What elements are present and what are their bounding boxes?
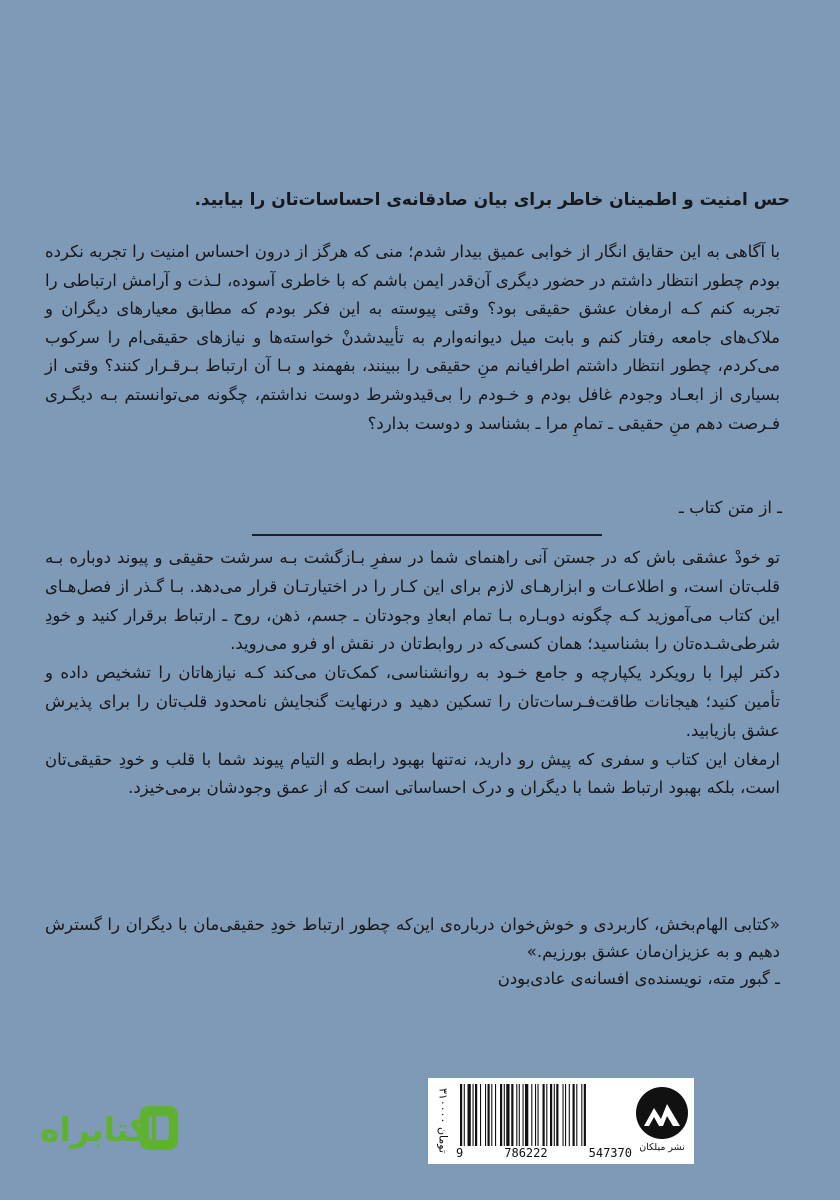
excerpt-text: با آگاهی به این حقایق انگار از خوابی عمیق بیدار شدم؛ منی که هرگز از درون احساس امنیت را تجربه نکرده بودم چطور انتظار داشتم در حضور دیگری آن‌قدر ایمن باشم که با خاطری آسوده، لـذت و آرامش ارتباطی را تجربه کنم کـه ارمغان عشق حقیقی بود؟ وقتی پیوسته به این فکر بودم که مطابق معیارهای دیگران و ملاک‌های جامعه رفتار کنم و بابت میل دیوانه‌وارم به تأییدشدنْ خواسته‌ها و نیازهای حقیقی‌ام را سرکوب می‌کردم، چطور انتظار داشتم اطرافیانم منِ حقیقی را ببینند، بفهمند و بـا آن ارتباط بـرقـرار کنند؟ وقتی از بسیاری از ابعـاد وجودم غافل بودم و خـودم را بی‌قیدوشرط دوست نداشتم، چگونه می‌توانستم بـه دیگـری فـرصت دهم منِ حقیقی ـ تمامِ مرا ـ بشناسد و دوست بدارد؟ [45,242,780,433]
tagline: حس امنیت و اطمینان خاطر برای بیان صادقانه‌ی احساسات‌تان را بیابید. [194,190,790,210]
isbn-prefix: 9 [456,1146,464,1160]
isbn-group-2: 547370 [588,1146,632,1160]
description-paragraph-3: ارمغان این کتاب و سفری که پیش رو دارید، نه‌تنها بهبود رابطه و التیام پیوند شما با قلب و خودِ حقیقی‌تان است، بلکه بهبود ارتباط شما با دیگران و درک احساساتی است که از عمق وجودشان برمی‌خیزد. [45,749,780,798]
barcode-icon [458,1084,628,1146]
divider [252,534,602,536]
mountain-logo-icon [635,1086,689,1140]
publisher-logo [634,1086,690,1160]
endorsement [45,911,780,992]
isbn-number [456,1146,632,1160]
book-excerpt [45,238,780,438]
description-paragraph-2: دکتر لپرا با رویکرد یکپارچه و جامع خـود به روانشناسی، کمک‌تان می‌کند کـه نیازهاتان را تشخیص داده و تأمین کنید؛ هیجانات طاقت‌فـرسات‌تان را تسکین دهید و درنهایت گنجایش نامحدود قلب‌تان را برای پذیرش عشق بازیابید. [45,663,780,740]
price-label: ۳۱۰۰۰۰ تومان [436,1088,450,1154]
isbn-group-1: 786222 [504,1146,548,1160]
excerpt-attribution: ـ از متن کتاب ـ [679,498,782,517]
endorsement-quote: «کتابی الهام‌بخش، کاربردی و خوش‌خوان درباره‌ی این‌که چطور ارتباط خودِ حقیقی‌مان با دیگران را گسترش دهیم و به عزیزان‌مان عشق بورزیم.» [45,915,780,961]
description-paragraph-1: تو خودْ عشقی باش که در جستن آنی راهنمای شما در سفرِ بـازگشت بـه سرشت حقیقی و پیوند دوباره بـه قلب‌تان است، و اطلاعـات و ابزارهـای لازم برای این کـار را در اختیارتـان قرار می‌دهد. بـا گـذر از فصل‌هـای این کتاب می‌آموزید کـه چگونه دوبـاره بـا تمام ابعادِ وجودتان ـ جسم، ذهن، روح ـ ارتباط برقرار کنید و خودِ شرطی‌شـده‌تان را بشناسید؛ همان کسی‌که در روابط‌تان در نقش او فرو می‌روید. [45,548,780,654]
book-description [45,544,780,803]
publisher-name: نشر میلکان [639,1142,685,1153]
endorsement-author: ـ گبور مته، نویسنده‌ی افسانه‌ی عادی‌بودن [497,969,780,988]
store-logo-text: کتابراه [40,1110,149,1149]
